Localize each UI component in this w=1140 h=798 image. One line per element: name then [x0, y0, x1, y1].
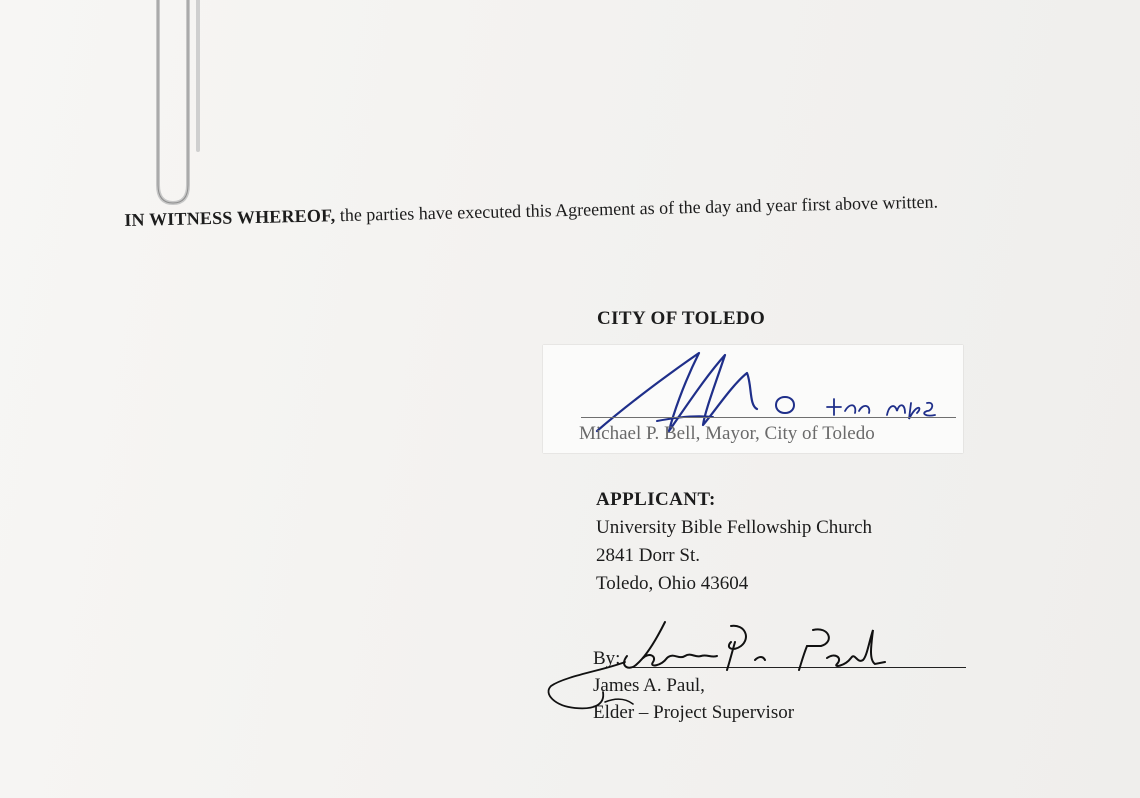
applicant-city-state-zip: Toledo, Ohio 43604 — [596, 573, 749, 594]
signer-name: James A. Paul, — [593, 675, 705, 696]
by-label: By: — [593, 648, 621, 669]
applicant-block — [596, 486, 872, 598]
mayor-signature-line — [581, 417, 956, 418]
witness-body: the parties have executed this Agreement as of the day and year first above written. — [335, 191, 939, 226]
paperclip-icon — [140, 0, 220, 210]
applicant-signature — [545, 612, 905, 722]
witness-lead: IN WITNESS WHEREOF, — [124, 205, 336, 230]
mayor-name: Michael P. Bell, Mayor, City of Toledo — [579, 423, 875, 444]
signer-title: Elder – Project Supervisor — [593, 702, 795, 723]
witness-clause — [124, 187, 954, 234]
applicant-name: University Bible Fellowship Church — [596, 517, 873, 538]
city-heading: CITY OF TOLEDO — [597, 308, 766, 329]
applicant-street: 2841 Dorr St. — [596, 545, 700, 566]
mayor-signature-slip — [543, 345, 963, 453]
applicant-heading: APPLICANT: — [596, 489, 716, 510]
